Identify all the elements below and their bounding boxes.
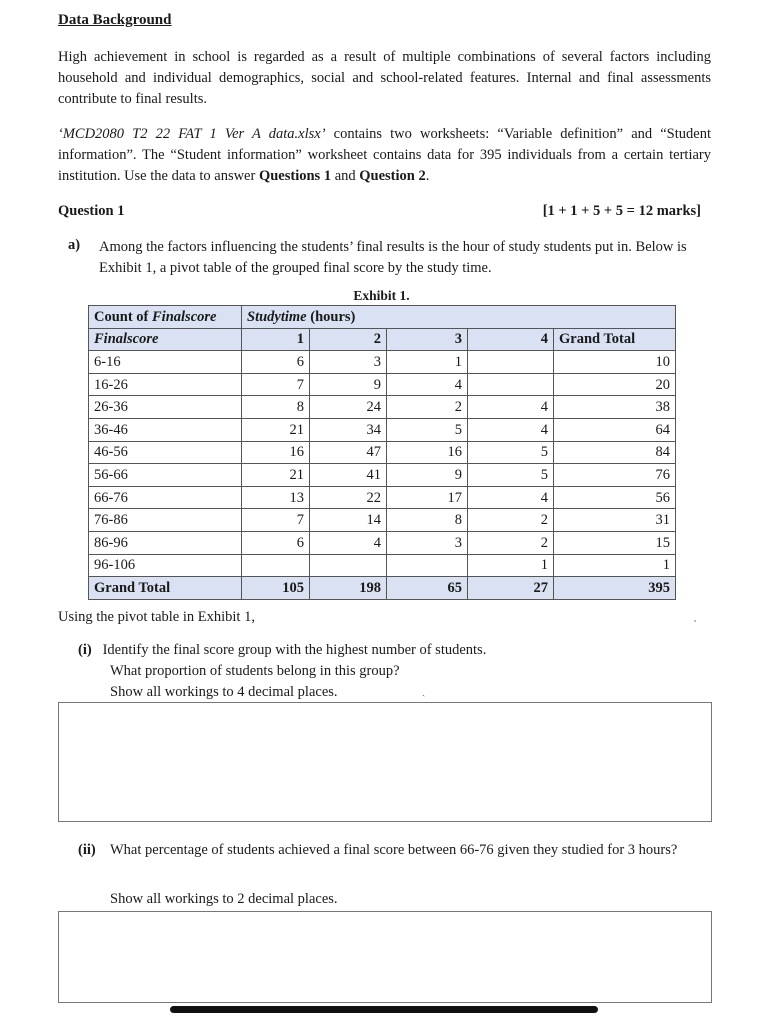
sub-i-line1: Identify the final score group with the highest number of students. <box>102 642 487 658</box>
sub-i-line2: What proportion of students belong in this group? <box>110 663 400 679</box>
table-row <box>89 509 676 532</box>
row-label: 96-106 <box>89 554 242 577</box>
cell: 6 <box>242 531 310 554</box>
row-label: Grand Total <box>89 577 242 600</box>
count-of-header <box>89 306 242 329</box>
stray-mark: ˎ <box>422 686 426 697</box>
col-header: 2 <box>310 328 387 351</box>
part-a-label: a) <box>68 237 81 253</box>
row-label: 6-16 <box>89 351 242 374</box>
column-variable-header <box>242 306 676 329</box>
pivot-table <box>88 305 676 600</box>
row-label: 76-86 <box>89 509 242 532</box>
stray-dot <box>694 620 696 622</box>
row-variable-header <box>89 328 242 351</box>
cell: 7 <box>242 509 310 532</box>
row-label: 36-46 <box>89 418 242 441</box>
cell <box>468 373 554 396</box>
cell: 198 <box>310 577 387 600</box>
cell: 13 <box>242 486 310 509</box>
col-header: 4 <box>468 328 554 351</box>
cell <box>242 554 310 577</box>
cell: 56 <box>554 486 676 509</box>
questions-1-ref: Questions 1 <box>258 168 332 184</box>
cell: 84 <box>554 441 676 464</box>
cell: 9 <box>310 373 387 396</box>
row-var: Finalscore <box>94 331 159 348</box>
table-row <box>89 486 676 509</box>
col-header: 1 <box>242 328 310 351</box>
paragraph-and: and <box>331 168 360 184</box>
cell: 395 <box>554 577 676 600</box>
count-of-text: Count of <box>94 308 153 325</box>
col-unit: (hours) <box>306 308 356 325</box>
sub-i-line3: Show all workings to 4 decimal places. <box>110 684 338 700</box>
cell: 34 <box>310 418 387 441</box>
cell: 4 <box>387 373 468 396</box>
cell: 24 <box>310 396 387 419</box>
cell: 17 <box>387 486 468 509</box>
answer-box-ii[interactable] <box>58 911 712 1003</box>
col-var: Studytime <box>247 308 307 325</box>
row-label: 66-76 <box>89 486 242 509</box>
cell: 38 <box>554 396 676 419</box>
cell: 5 <box>468 441 554 464</box>
cell: 31 <box>554 509 676 532</box>
row-label: 16-26 <box>89 373 242 396</box>
scroll-indicator[interactable] <box>170 1006 598 1013</box>
sub-ii-text: What percentage of students achieved a final score between 66-76 given they studied for 3 hours? <box>110 842 678 858</box>
cell: 20 <box>554 373 676 396</box>
row-label: 46-56 <box>89 441 242 464</box>
cell: 4 <box>468 486 554 509</box>
paragraph-end: . <box>425 168 430 184</box>
cell: 14 <box>310 509 387 532</box>
question-title: Question 1 <box>58 203 125 219</box>
cell <box>468 351 554 374</box>
cell: 2 <box>387 396 468 419</box>
cell: 9 <box>387 464 468 487</box>
part-a-text: Among the factors influencing the students’ final results is the hour of study students put in. Below is Exhibit 1, a pivot table of the grouped final score by the study time. <box>99 239 687 276</box>
exhibit-title: Exhibit 1. <box>353 288 410 303</box>
sub-i-label: (i) <box>78 642 92 658</box>
cell <box>310 554 387 577</box>
background-paragraph: High achievement in school is regarded as a result of multiple combinations of several factors including household and individual demographics, social and school-related features. Internal and final assessments contribute to final results. <box>58 49 711 107</box>
data-file-paragraph <box>58 124 711 187</box>
table-row <box>89 464 676 487</box>
cell: 15 <box>554 531 676 554</box>
sub-question-ii <box>78 840 698 861</box>
col-header: 3 <box>387 328 468 351</box>
cell: 3 <box>310 351 387 374</box>
sub-ii-show: Show all workings to 2 decimal places. <box>110 891 338 907</box>
using-text: Using the pivot table in Exhibit 1, <box>58 609 255 625</box>
cell: 21 <box>242 418 310 441</box>
cell: 16 <box>387 441 468 464</box>
cell: 4 <box>468 396 554 419</box>
cell: 1 <box>554 554 676 577</box>
paragraph-text: contains two worksheets: “Variable definition” and “Student information”. The “Student information” worksheet contains data for 395 individuals from a certain tertiary institution. Use the data to answer <box>58 126 711 184</box>
table-row <box>89 373 676 396</box>
cell: 5 <box>387 418 468 441</box>
pivot-header-row-2 <box>89 328 676 351</box>
cell: 7 <box>242 373 310 396</box>
marks-allocation: [1 + 1 + 5 + 5 = 12 marks] <box>542 203 701 219</box>
table-row <box>89 554 676 577</box>
cell: 10 <box>554 351 676 374</box>
cell: 1 <box>387 351 468 374</box>
answer-box-i[interactable] <box>58 702 712 822</box>
sub-ii-label: (ii) <box>78 842 96 858</box>
file-name: ‘MCD2080 T2 22 FAT 1 Ver A data.xlsx’ <box>58 126 326 142</box>
cell: 22 <box>310 486 387 509</box>
cell: 8 <box>387 509 468 532</box>
row-label: 26-36 <box>89 396 242 419</box>
cell: 47 <box>310 441 387 464</box>
row-label: 56-66 <box>89 464 242 487</box>
table-row <box>89 396 676 419</box>
cell: 27 <box>468 577 554 600</box>
cell: 3 <box>387 531 468 554</box>
table-row <box>89 441 676 464</box>
cell: 21 <box>242 464 310 487</box>
cell: 5 <box>468 464 554 487</box>
cell: 2 <box>468 509 554 532</box>
cell: 4 <box>468 418 554 441</box>
row-label: 86-96 <box>89 531 242 554</box>
question-2-ref: Question 2 <box>359 168 426 184</box>
cell: 1 <box>468 554 554 577</box>
col-header: Grand Total <box>554 328 676 351</box>
cell: 65 <box>387 577 468 600</box>
table-row <box>89 418 676 441</box>
table-row <box>89 531 676 554</box>
cell: 16 <box>242 441 310 464</box>
cell: 2 <box>468 531 554 554</box>
cell: 6 <box>242 351 310 374</box>
cell <box>387 554 468 577</box>
table-row <box>89 351 676 374</box>
cell: 4 <box>310 531 387 554</box>
pivot-header-row-1 <box>89 306 676 329</box>
grand-total-row <box>89 577 676 600</box>
cell: 64 <box>554 418 676 441</box>
count-var: Finalscore <box>152 308 217 325</box>
cell: 105 <box>242 577 310 600</box>
cell: 76 <box>554 464 676 487</box>
cell: 41 <box>310 464 387 487</box>
section-heading: Data Background <box>58 12 172 28</box>
cell: 8 <box>242 396 310 419</box>
